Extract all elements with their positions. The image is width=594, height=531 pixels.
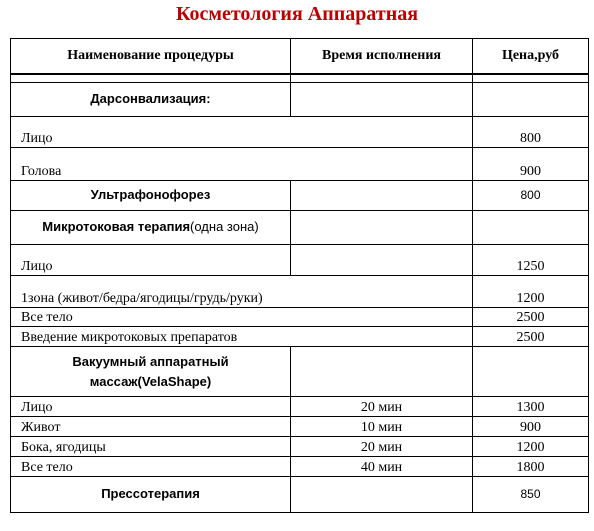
table-row: [11, 245, 589, 276]
procedure-price: 1200: [473, 437, 589, 457]
procedure-name: Бока, ягодицы: [11, 437, 291, 457]
table-row: [11, 117, 589, 148]
page-title: Косметология Аппаратная: [175, 3, 419, 25]
procedure-name: Все тело: [11, 308, 291, 327]
procedure-name: Живот: [11, 417, 291, 437]
procedure-price: 900: [473, 417, 589, 437]
procedure-price: 800: [473, 117, 589, 148]
procedure-name: Все тело: [11, 457, 291, 477]
price-table: [10, 38, 589, 513]
procedure-name: Лицо: [11, 117, 291, 148]
table-row: [11, 457, 589, 477]
section-row-micro: [11, 211, 589, 245]
procedure-price: 850: [520, 486, 541, 501]
table-row: [11, 327, 589, 347]
procedure-duration: 40 мин: [291, 457, 473, 477]
procedure-name: Лицо: [11, 397, 291, 417]
section-row-ultraphono: [11, 181, 589, 211]
procedure-duration: 20 мин: [291, 397, 473, 417]
spacer-row: [11, 74, 589, 83]
procedure-price: 1250: [473, 245, 589, 276]
procedure-name: Введение микротоковых препаратов: [11, 327, 291, 347]
section-row-darsonval: [11, 83, 589, 117]
section-note: (одна зона): [190, 219, 259, 234]
section-title: Ультрафонофорез: [90, 187, 211, 202]
table-row: [11, 437, 589, 457]
table-row: [11, 397, 589, 417]
section-title: Микротоковая терапия: [42, 219, 191, 234]
procedure-price: 2500: [473, 308, 589, 327]
table-row: [11, 148, 589, 181]
section-title-line2: массаж(VelaShape): [89, 373, 212, 389]
procedure-price: 1300: [473, 397, 589, 417]
header-procedure-name: Наименование процедуры: [11, 39, 291, 75]
procedure-name: 1зона (живот/бедра/ягодицы/грудь/руки): [11, 276, 291, 308]
procedure-price: 800: [520, 187, 541, 202]
procedure-price: 900: [473, 148, 589, 181]
header-duration: Время исполнения: [291, 39, 473, 75]
table-row: [11, 417, 589, 437]
header-price: Цена,руб: [473, 39, 589, 75]
table-row: [11, 276, 589, 308]
table-row: [11, 308, 589, 327]
procedure-price: 2500: [473, 327, 589, 347]
section-row-presso: [11, 477, 589, 513]
section-title: Дарсонвализация:: [90, 91, 211, 106]
section-title-line1: Вакуумный аппаратный: [72, 353, 229, 369]
table-header-row: [11, 39, 589, 75]
procedure-duration: 10 мин: [291, 417, 473, 437]
section-row-vacuum: [11, 347, 589, 397]
procedure-name: Лицо: [11, 245, 291, 276]
procedure-duration: 20 мин: [291, 437, 473, 457]
procedure-price: 1800: [473, 457, 589, 477]
section-title: Прессотерапия: [101, 486, 200, 501]
procedure-name: Голова: [11, 148, 291, 181]
procedure-price: 1200: [473, 276, 589, 308]
